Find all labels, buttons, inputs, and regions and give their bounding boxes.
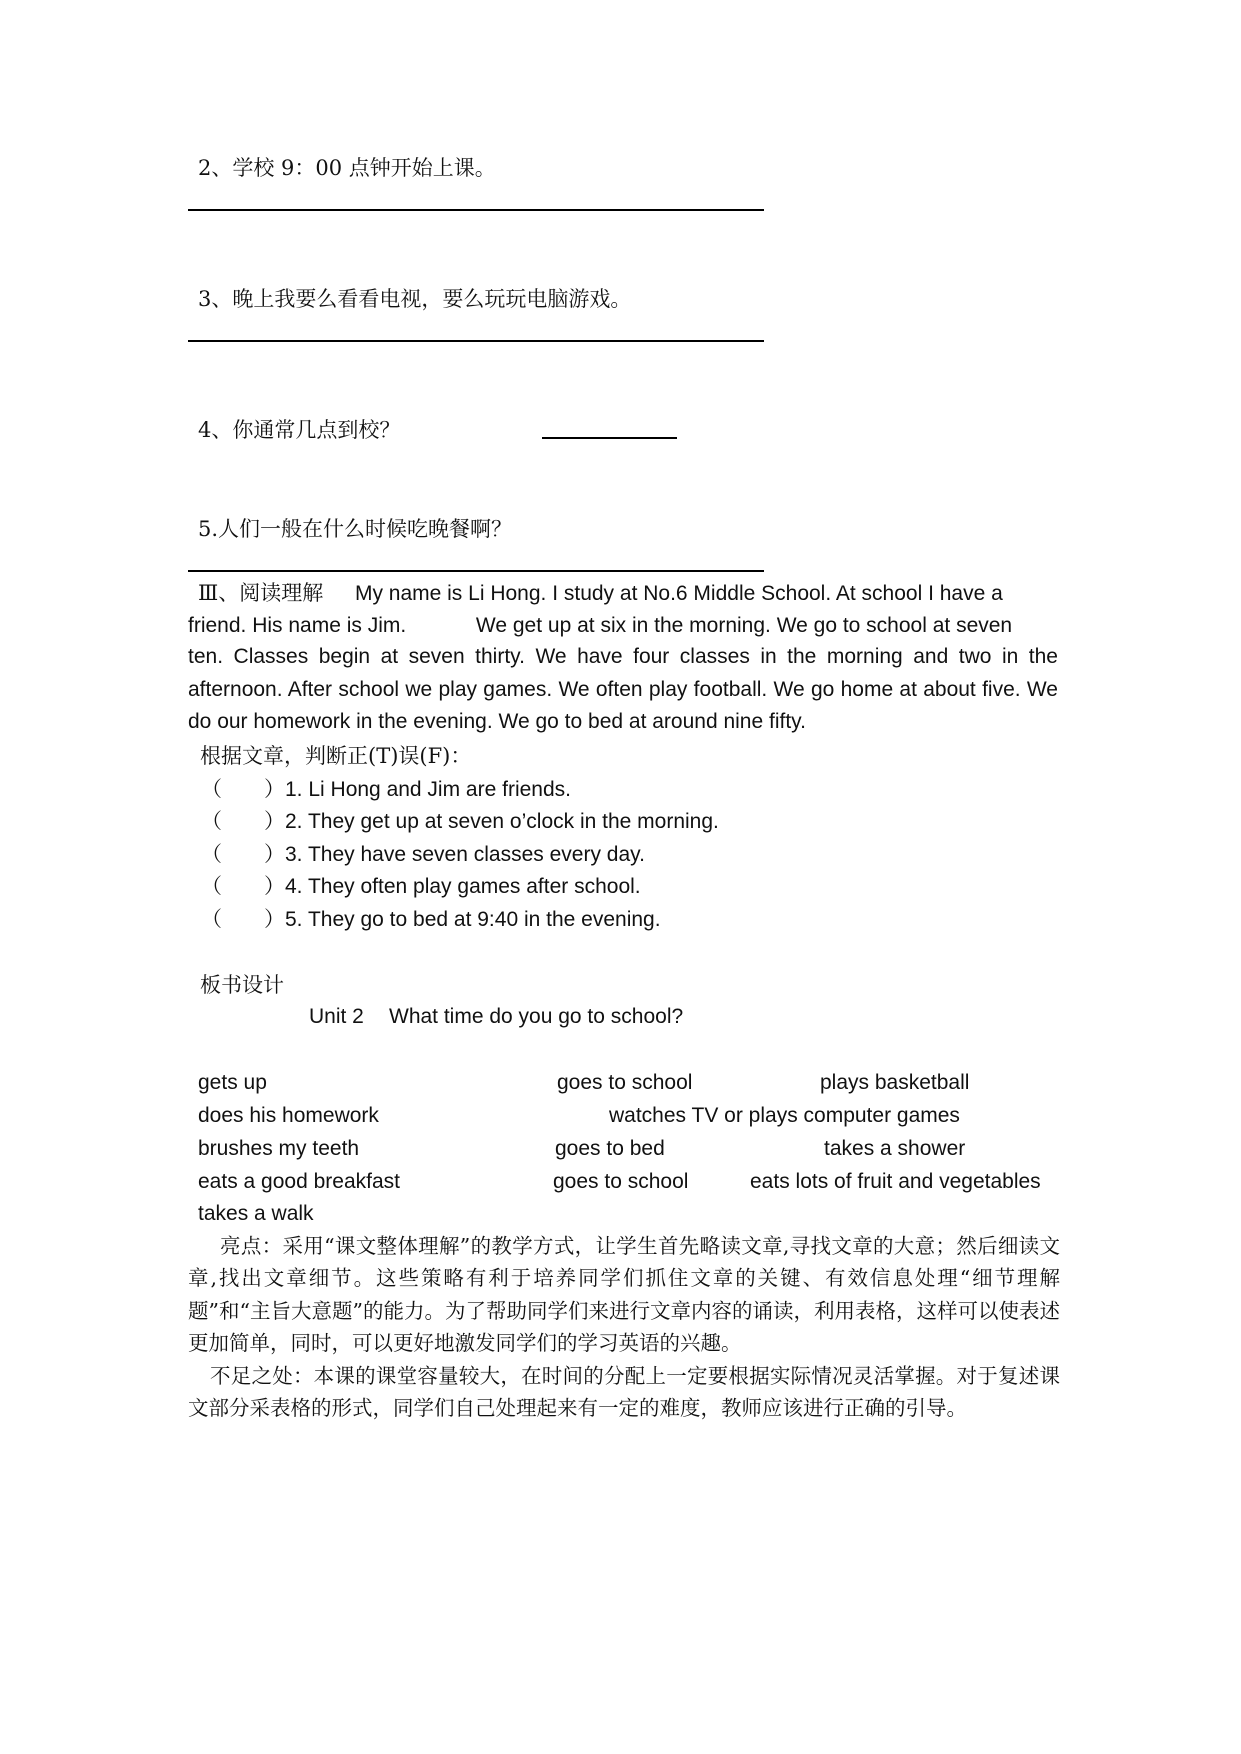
question-3: 3、晚上我要么看看电视，要么玩玩电脑游戏。 [198, 287, 632, 311]
tf-statement: 1. Li Hong and Jim are friends. [285, 778, 571, 801]
tf-item [201, 776, 571, 803]
tf-statement: 2. They get up at seven o’clock in the morning. [285, 810, 719, 833]
reading-first-line [198, 580, 1003, 607]
board-phrase: eats a good breakfast [198, 1170, 400, 1193]
board-phrase: eats lots of fruit and vegetables [750, 1170, 1041, 1193]
board-phrase: takes a walk [198, 1202, 314, 1225]
board-phrase: goes to bed [555, 1137, 665, 1160]
board-phrase: does his homework [198, 1104, 379, 1127]
tf-item [201, 808, 719, 835]
tf-statement: 5. They go to bed at 9:40 in the evening. [285, 908, 661, 931]
tf-statement: 3. They have seven classes every day. [285, 843, 645, 866]
highlights-paragraph: 亮点：采用“课文整体理解”的教学方式，让学生首先略读文章,寻找文章的大意；然后细读文章,找出文章细节。这些策略有利于培养同学们抓住文章的关键、有效信息处理“细节理解题”和“主旨大意题”的能力。为了帮助同学们来进行文章内容的诵读，利用表格，这样可以使表述更加简单，同时，可以更好地激发同学们的学习英语的兴趣。 [188, 1234, 1060, 1355]
tf-answer-blank[interactable]: （ ） [201, 874, 285, 898]
board-phrase: brushes my teeth [198, 1137, 360, 1160]
board-heading: 板书设计 [200, 973, 284, 997]
tf-item [201, 873, 641, 900]
unit-label: Unit 2 [309, 1005, 364, 1028]
passage-line-2a: friend. His name is Jim. [188, 614, 407, 637]
reading-second-line [188, 613, 1012, 639]
question-2: 2、学校 9：00 点钟开始上课。 [198, 156, 496, 180]
board-phrase: gets up [198, 1071, 267, 1094]
reading-heading: Ⅲ、阅读理解 [198, 581, 324, 605]
board-phrase: takes a shower [824, 1137, 966, 1160]
tf-answer-blank[interactable]: （ ） [201, 809, 285, 833]
tf-item [201, 906, 661, 933]
answer-line-4[interactable] [542, 437, 677, 439]
tf-item [201, 841, 645, 868]
unit-title: What time do you go to school? [389, 1005, 684, 1028]
question-4: 4、你通常几点到校？ [198, 418, 401, 442]
board-phrase: watches TV or plays computer games [609, 1104, 960, 1127]
answer-line-5[interactable] [188, 570, 764, 572]
answer-line-2[interactable] [188, 209, 764, 211]
tf-answer-blank[interactable]: （ ） [201, 777, 285, 801]
question-5: 5.人们一般在什么时候吃晚餐啊？ [198, 517, 513, 541]
answer-line-3[interactable] [188, 340, 764, 342]
tf-answer-blank[interactable]: （ ） [201, 907, 285, 931]
shortcomings-paragraph: 不足之处：本课的课堂容量较大，在时间的分配上一定要根据实际情况灵活掌握。对于复述课文部分采表格的形式，同学们自己处理起来有一定的难度，教师应该进行正确的引导。 [188, 1364, 1060, 1421]
board-phrase: goes to school [557, 1071, 693, 1094]
passage-line-2b: We get up at six in the morning. We go to school at seven [475, 614, 1013, 637]
passage-line-1: My name is Li Hong. I study at No.6 Middle School. At school I have a [354, 582, 1003, 605]
board-phrase: plays basketball [820, 1071, 970, 1094]
passage-body: ten. Classes begin at seven thirty. We have four classes in the morning and two in the afternoon. After school we play games. We often play football. We go home at about five. We do our homework in the evening. We go to bed at around nine fifty. [188, 645, 1058, 734]
tf-statement: 4. They often play games after school. [285, 875, 641, 898]
board-phrase: goes to school [553, 1170, 689, 1193]
tf-instruction: 根据文章，判断正(T)误(F)： [200, 744, 472, 768]
tf-answer-blank[interactable]: （ ） [201, 842, 285, 866]
